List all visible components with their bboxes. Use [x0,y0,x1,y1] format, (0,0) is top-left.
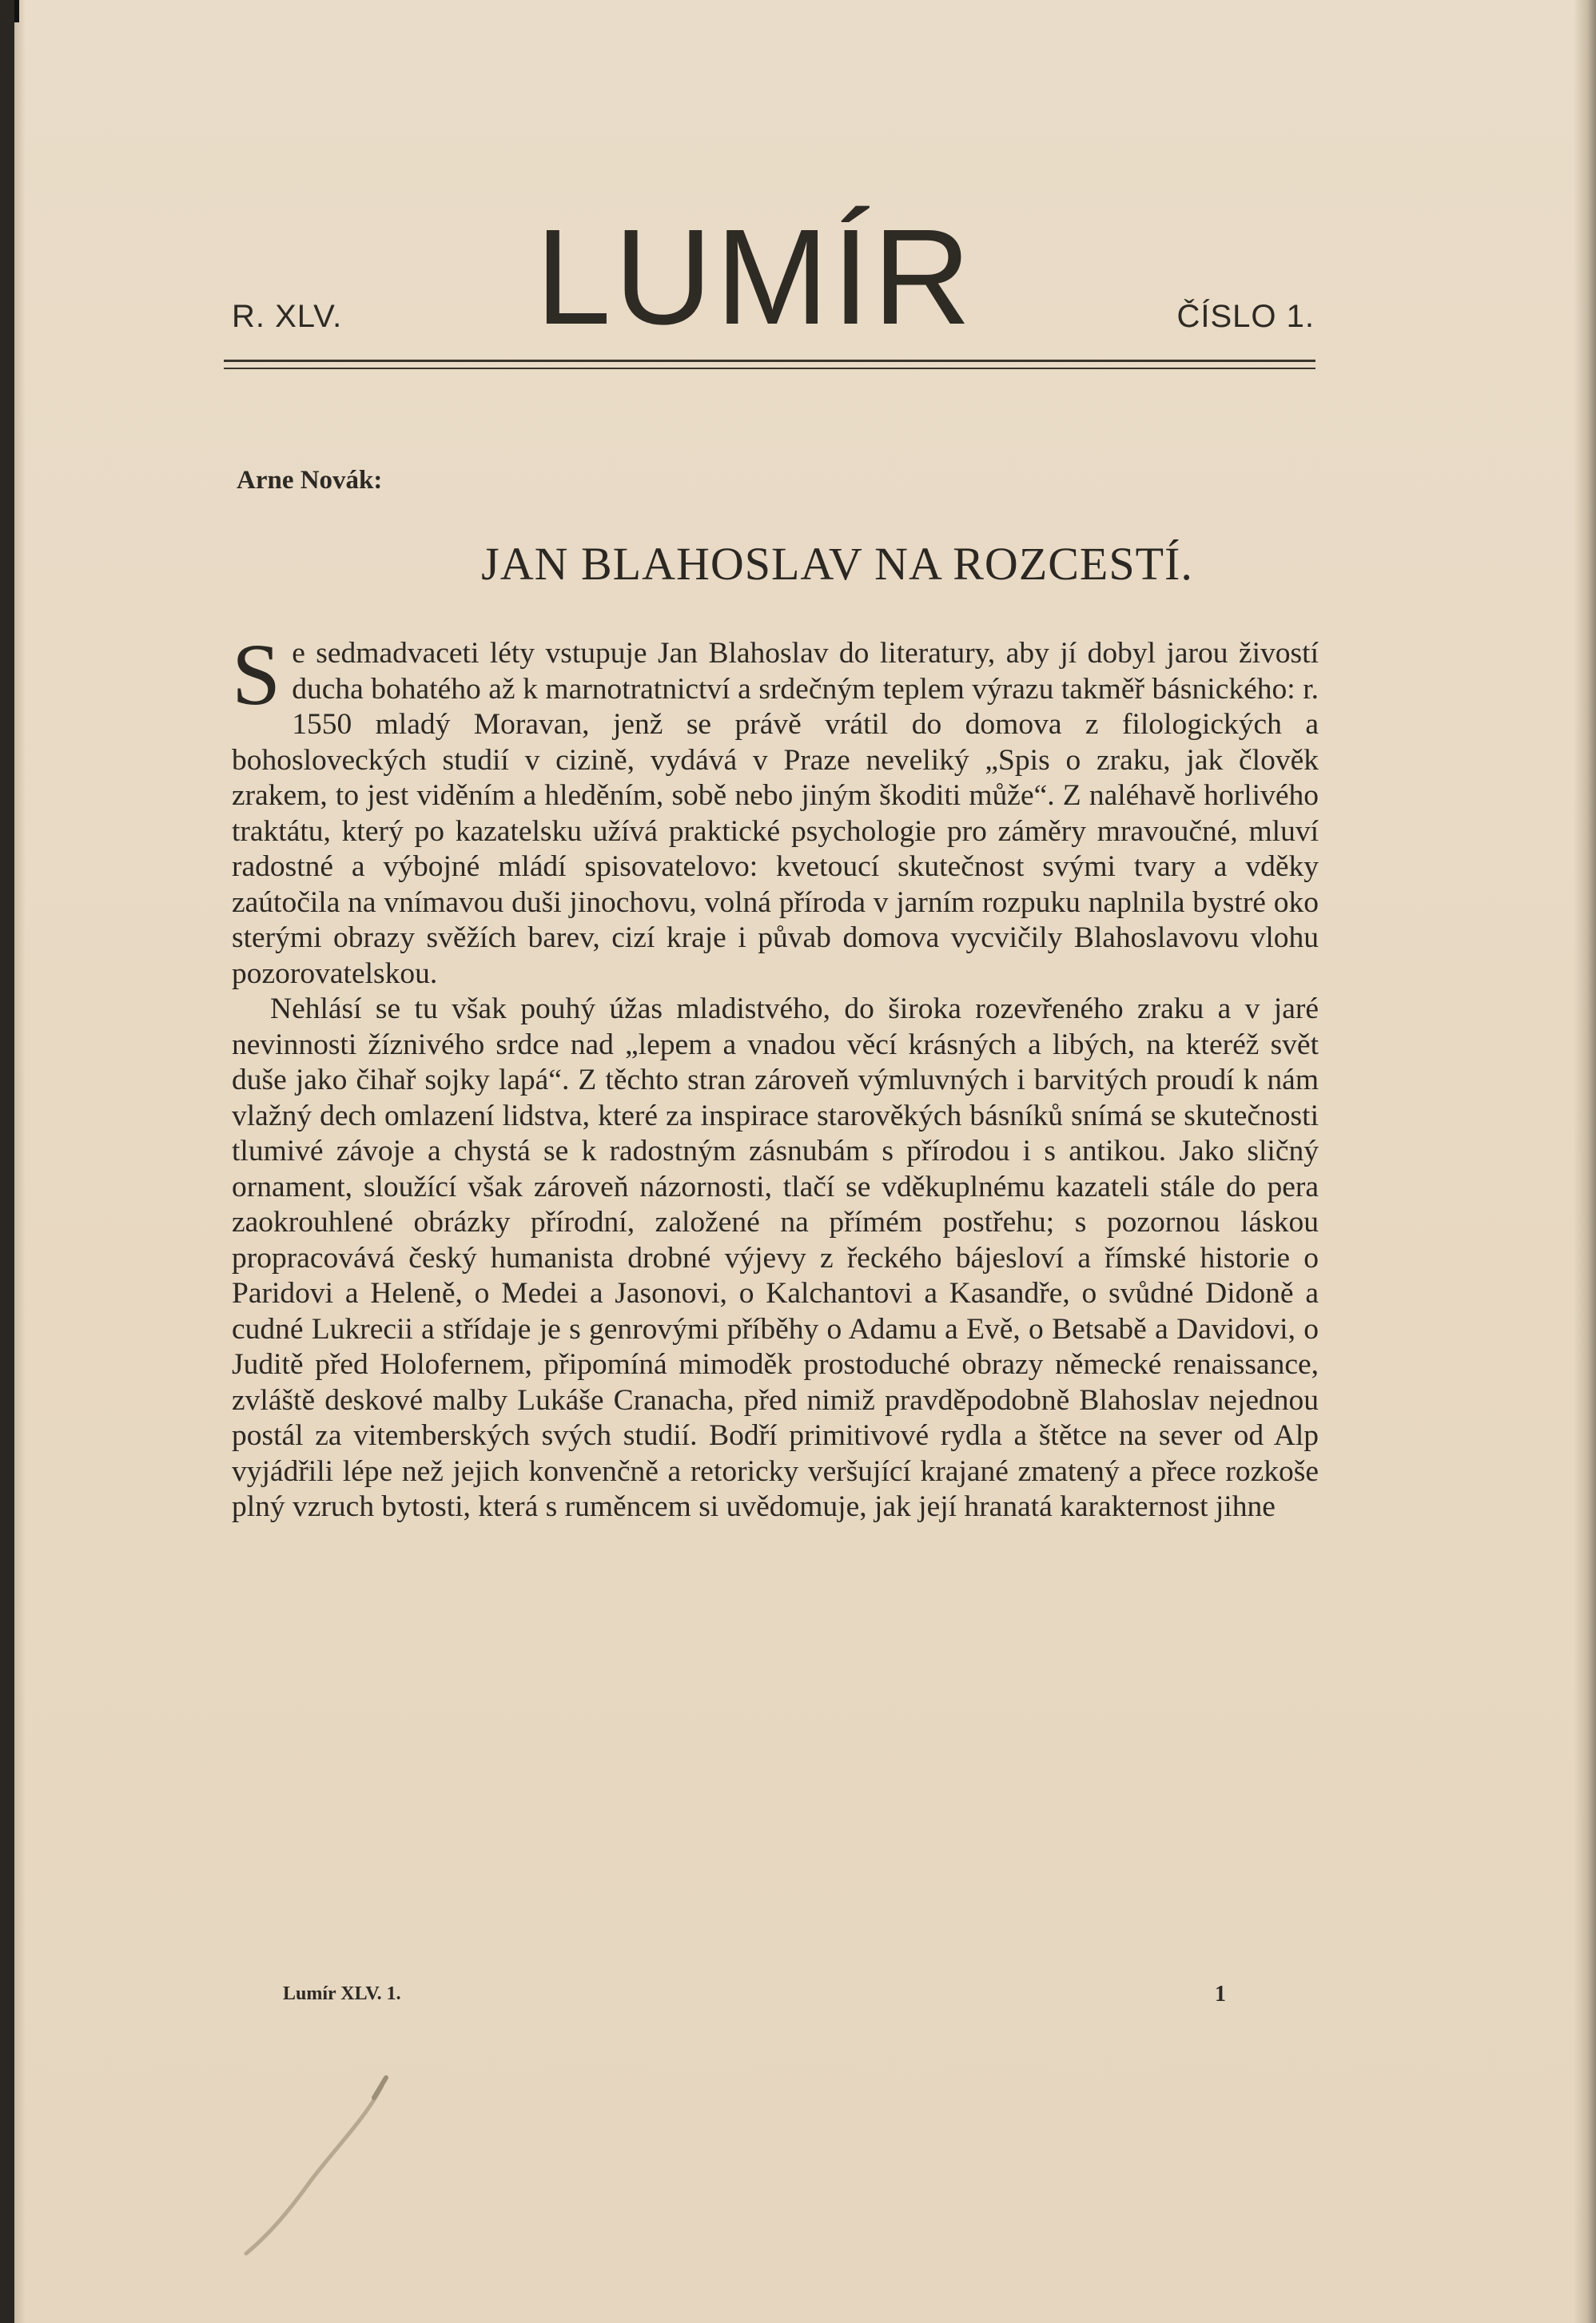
article-author: Arne Novák: [237,466,383,495]
masthead-rule-top [224,360,1315,362]
volume-label: R. XLV. [232,299,343,334]
paragraph-2: Nehlásí se tu však pouhý úžas mladistvého, do široka rozevřeného zraku a v jaré nevinnosti žíznivého srdce nad „lepem a vnadou věcí krásných a libých, na kteréž svět duše jako čihař sojky lapá“. Z těchto stran zároveň výmluvných i barvitých proudí k nám vlažný dech omlazení lidstva, které za inspirace starověkých básníků snímá se skutečnosti tlumivé závoje a chystá se k radostným zásnubám s přírodou i s antikou. Jako sličný ornament, sloužící však zároveň názornosti, tlačí se vděkuplnému kazateli stále do pera zaokrouhlené obrázky přírodní, založené na přímém postřehu; s pozornou láskou propracovává český humanista drobné výjevy z řeckého bájesloví a římské historie o Paridovi a Heleně, o Medei a Jasonovi, o Kalchantovi a Kasandře, o svůdné Didoně a cudné Lukrecii a střídaje je s genrovými příběhy o Adamu a Evě, o Betsabě a Davidovi, o Juditě před Holofernem, připomíná mimoděk prostoduché obrazy německé renaissance, zvláště deskové malby Lukáše Cranacha, před nimiž pravděpodobně Blahoslav nejednou postál za vitemberských svých studií. Bodří primitivové rydla a štětce na sever od Alp vyjádřili lépe než jejich konvenčně a retoricky veršující krajané zmatený a přece rozkoše plný vzruch bytosti, která s ruměncem si uvědomuje, jak její hranatá karakternost jihne [232,992,1319,1523]
page-number: 1 [1215,1982,1226,2007]
issue-label: ČÍSLO 1. [1176,299,1315,334]
document-page [14,0,1596,2323]
signature-mark: Lumír XLV. 1. [283,1983,401,2004]
drop-cap: S [232,626,281,723]
masthead-rule-bottom [224,368,1315,369]
paper-scratch-mark [214,2062,398,2269]
scan-corner-mark [14,0,19,22]
journal-title: LUMÍR [535,201,974,353]
masthead [216,201,1315,353]
article-body [232,626,1319,1525]
paragraph-1-text: e sedmadvaceti léty vstupuje Jan Blahoslav do literatury, aby jí dobyl jarou živostí ducha bohatého až k marnotratnictví a srdečným teplem výrazu takměř básnického: r. 1550 mladý Moravan, jenž se právě vrátil do domova z filologických a bohosloveckých studií v cizině, vydává v Praze neveliký „Spis o zraku, jak člověk zrakem, to jest viděním a hleděním, sobě nebo jiným škoditi může“. Z naléhavě horlivého traktátu, který po kazatelsku užívá praktické psychologie pro záměry mravoučné, mluví radostné a výbojné mládí spisovatelovo: kvetoucí skutečnost svými tvary a vděky zaútočila na vnímavou duši jinochovu, volná příroda v jarním rozpuku naplnila bystré oko sterými obrazy svěžích barev, cizí kraje i půvab domova vycvičily Blahoslavovu vlohu pozorovatelskou. [232,637,1319,990]
article-title: JAN BLAHOSLAV NA ROZCESTÍ. [481,538,1193,590]
paragraph-1 [232,626,1319,992]
